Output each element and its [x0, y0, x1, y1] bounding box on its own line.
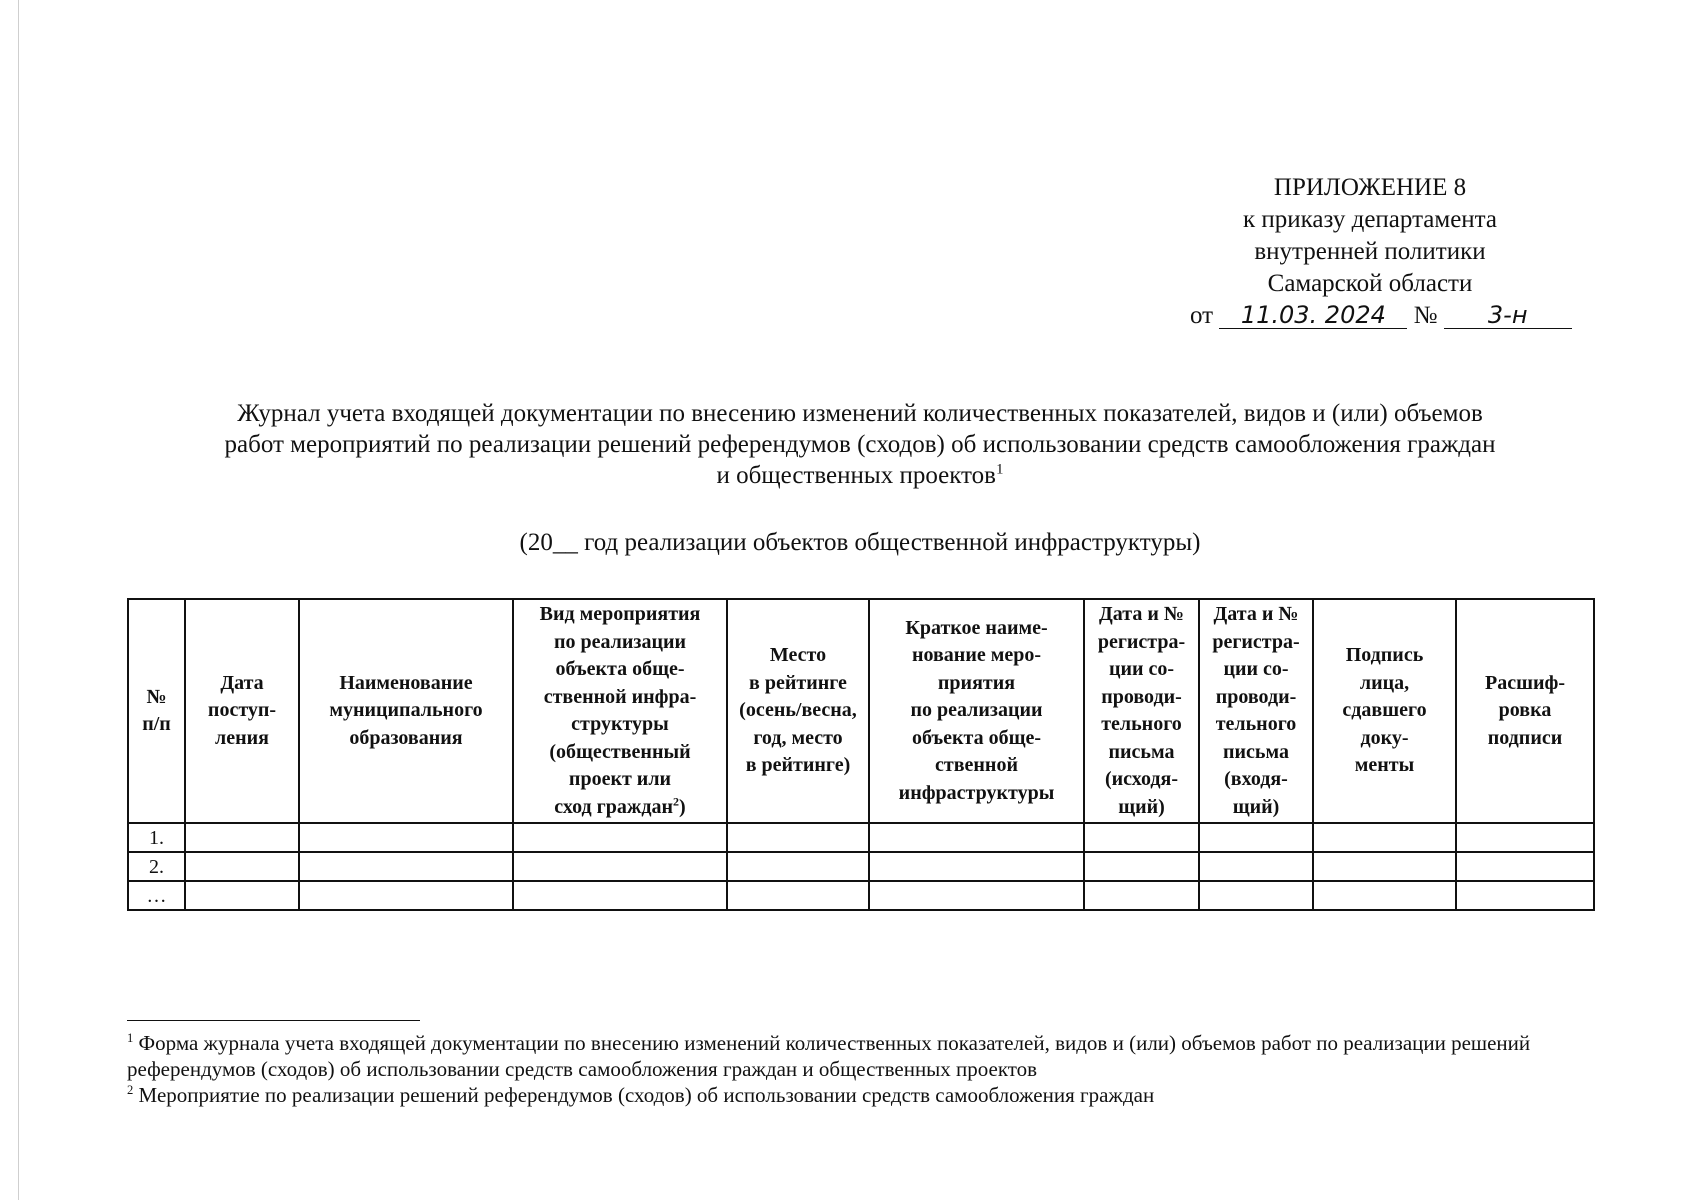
table-cell — [1456, 881, 1594, 910]
header-line: муниципального — [329, 699, 483, 722]
header-line: проект или — [568, 768, 672, 790]
col-header-short-name — [869, 599, 1084, 823]
col-header-municipality — [299, 599, 513, 823]
journal-title — [120, 398, 1600, 491]
footnote-mark: 2 — [673, 793, 680, 808]
header-line: (общественный — [549, 740, 691, 763]
header-line: Дата — [220, 671, 264, 694]
header-line: ственной инфра- — [543, 685, 697, 708]
header-line: Краткое наиме- — [905, 616, 1048, 639]
header-line: Подпись — [1345, 644, 1424, 667]
journal-title-line: работ мероприятий по реализации решений референдумов (сходов) об использовании средств самообложения граждан — [224, 431, 1496, 458]
table-cell — [869, 823, 1084, 852]
header-line: тельного — [1215, 713, 1297, 735]
header-line: Вид мероприятия — [539, 603, 701, 625]
table-cell — [185, 881, 299, 910]
footnote-mark: 1 — [995, 461, 1004, 478]
appendix-line: Самарской области — [1267, 270, 1473, 297]
col-header-signature-decoding — [1456, 599, 1594, 823]
footnote-text: Форма журнала учета входящей документации по внесению изменений количественных показателей, видов и (или) объемов работ по реализации решений референдумов (сходов) об использовании средств самообложения граждан и общественных проектов — [127, 1031, 1531, 1081]
header-line: доку- — [1360, 726, 1409, 749]
table-row — [128, 852, 1594, 881]
table-cell — [727, 823, 869, 852]
table-cell — [513, 823, 727, 852]
table-cell — [299, 823, 513, 852]
header-line: (исходя- — [1104, 768, 1179, 790]
header-line: ровка — [1498, 699, 1552, 722]
table-cell — [513, 852, 727, 881]
header-line: Дата и № — [1099, 603, 1184, 625]
header-line: в рейтинге) — [745, 754, 851, 777]
footnotes — [127, 1030, 1597, 1108]
header-line: письма — [1108, 740, 1175, 763]
table-cell — [1084, 823, 1199, 852]
header-line: ции со- — [1108, 658, 1175, 680]
table-cell — [1084, 881, 1199, 910]
header-line: (входя- — [1224, 768, 1288, 790]
header-line: поступ- — [207, 699, 277, 722]
header-line: тельного — [1101, 713, 1182, 735]
header-line: сдавшего — [1342, 699, 1427, 722]
table-cell — [1199, 881, 1313, 910]
header-line: Место — [769, 644, 827, 667]
header-line: в рейтинге — [749, 671, 847, 694]
table-row — [128, 881, 1594, 910]
date-prefix: от — [1190, 302, 1214, 329]
table-cell — [727, 852, 869, 881]
header-line: п/п — [142, 713, 171, 735]
footnote-2 — [127, 1082, 1597, 1108]
journal-title-line: Журнал учета входящей документации по внесению изменений количественных показателей, видов и (или) объемов — [237, 400, 1483, 427]
header-line: подписи — [1487, 726, 1563, 749]
table-cell — [1313, 881, 1456, 910]
header-line: проводи- — [1215, 685, 1297, 708]
journal-subtitle: (20__ год реализации объектов общественной инфраструктуры) — [519, 529, 1201, 556]
header-line: щий) — [1118, 795, 1165, 818]
table-cell — [869, 852, 1084, 881]
footnote-mark: 1 — [127, 1031, 134, 1045]
table-cell — [299, 881, 513, 910]
header-line: Наименование — [339, 671, 473, 694]
footnote-text: Мероприятие по реализации решений референдумов (сходов) об использовании средств самообложения граждан — [138, 1083, 1155, 1107]
col-header-incoming-letter — [1199, 599, 1313, 823]
scan-edge — [18, 0, 19, 1200]
row-number: 2. — [128, 852, 185, 881]
header-line: ственной — [935, 754, 1018, 777]
handwritten-date: 11.03. 2024 — [1219, 302, 1407, 329]
table-cell — [1313, 852, 1456, 881]
col-header-activity-type — [513, 599, 727, 823]
header-line: нование меро- — [911, 644, 1042, 667]
col-header-signature — [1313, 599, 1456, 823]
header-line: объекта обще- — [911, 726, 1042, 749]
header-text: ) — [679, 795, 686, 818]
journal-table — [127, 598, 1595, 911]
appendix-title: ПРИЛОЖЕНИЕ 8 — [1273, 174, 1467, 201]
footnote-mark: 2 — [127, 1083, 134, 1097]
table-header-row — [128, 599, 1594, 823]
journal-title-line — [120, 460, 1600, 491]
col-header-number — [128, 599, 185, 823]
header-line: по реализации — [553, 630, 687, 653]
table-cell — [299, 852, 513, 881]
table-cell — [727, 881, 869, 910]
header-line: Дата и № — [1213, 603, 1299, 625]
table-cell — [185, 852, 299, 881]
table-cell — [869, 881, 1084, 910]
header-line: ции со- — [1223, 658, 1289, 680]
header-line — [514, 794, 726, 822]
number-label: № — [1413, 302, 1438, 329]
header-text: сход граждан — [554, 795, 674, 818]
appendix-line: внутренней политики — [1254, 238, 1486, 265]
footnote-1 — [127, 1030, 1597, 1082]
header-line: по реализации — [910, 699, 1043, 722]
table-cell — [1084, 852, 1199, 881]
header-line: приятия — [937, 671, 1016, 694]
appendix-date-line — [1190, 300, 1550, 332]
header-line: структуры — [571, 713, 669, 735]
table-row — [128, 823, 1594, 852]
handwritten-number: 3-н — [1444, 302, 1572, 329]
header-line: проводи- — [1101, 685, 1182, 708]
table-cell — [185, 823, 299, 852]
col-header-outgoing-letter — [1084, 599, 1199, 823]
row-number: … — [128, 881, 185, 910]
appendix-block — [1190, 172, 1550, 332]
table-cell — [1456, 852, 1594, 881]
table-cell — [1199, 823, 1313, 852]
header-line: № — [146, 685, 167, 708]
header-line: щий) — [1232, 795, 1280, 818]
header-line: инфраструктуры — [898, 781, 1055, 804]
header-line: менты — [1354, 754, 1415, 777]
header-line: ления — [215, 726, 269, 749]
row-number: 1. — [128, 823, 185, 852]
header-line: Расшиф- — [1485, 671, 1565, 694]
table-cell — [1313, 823, 1456, 852]
header-line: (осень/весна, — [739, 699, 857, 722]
header-line: образования — [349, 726, 463, 749]
header-line: регистра- — [1212, 630, 1300, 653]
header-line: год, место — [753, 726, 843, 749]
table-cell — [1199, 852, 1313, 881]
col-header-receipt-date — [185, 599, 299, 823]
table-cell — [1456, 823, 1594, 852]
footnote-separator — [127, 1020, 420, 1021]
header-line: регистра- — [1097, 630, 1186, 653]
journal-title-text: и общественных проектов — [716, 462, 996, 489]
col-header-rating-place — [727, 599, 869, 823]
table-cell — [513, 881, 727, 910]
header-line: письма — [1223, 740, 1289, 763]
header-line: объекта обще- — [555, 658, 685, 680]
header-line: лица, — [1359, 671, 1410, 694]
appendix-line: к приказу департамента — [1242, 206, 1498, 233]
